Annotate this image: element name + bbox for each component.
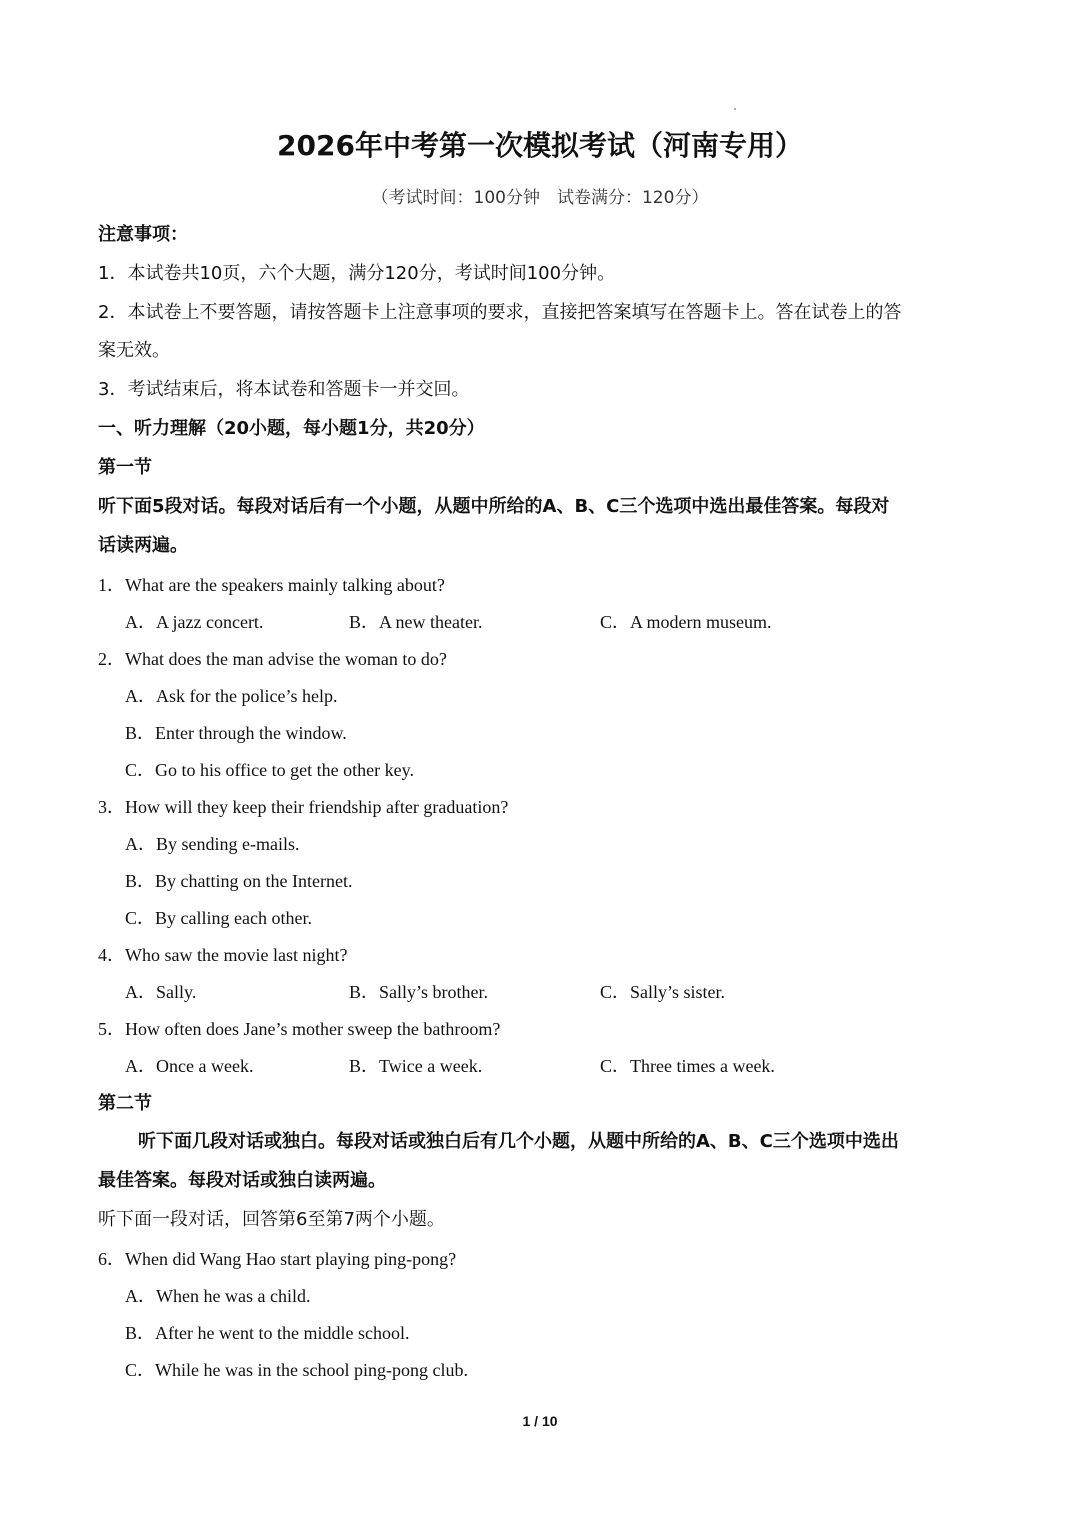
question-3-stem: 3．How will they keep their friendship after graduation? — [98, 797, 509, 817]
question-3-option-a: A．By sending e-mails. — [125, 834, 300, 854]
section1-instruction-cont: 话读两遍。 — [98, 535, 188, 556]
stray-mark — [734, 108, 736, 110]
question-1-option-b: B．A new theater. — [349, 612, 483, 632]
section1-heading: 第一节 — [98, 457, 152, 478]
question-4-option-b: B．Sally’s brother. — [349, 982, 488, 1002]
question-4-option-c: C．Sally’s sister. — [600, 982, 726, 1002]
question-5-stem: 5．How often does Jane’s mother sweep the bathroom? — [98, 1019, 501, 1039]
question-1-stem: 1．What are the speakers mainly talking about? — [98, 575, 445, 595]
question-2-option-c: C．Go to his office to get the other key. — [125, 760, 414, 780]
question-1-option-c: C．A modern museum. — [600, 612, 772, 632]
section1-instruction: 听下面5段对话。每段对话后有一个小题，从题中所给的A、B、C三个选项中选出最佳答案。每段对 — [98, 496, 890, 517]
section2-heading: 第二节 — [98, 1093, 152, 1114]
page-number: 1 / 10 — [522, 1413, 558, 1429]
question-2-option-a: A．Ask for the police’s help. — [125, 686, 338, 706]
question-5-option-c: C．Three times a week. — [600, 1056, 775, 1076]
dialogue-note: 听下面一段对话，回答第6至第7两个小题。 — [98, 1209, 445, 1230]
notes-heading: 注意事项： — [98, 224, 188, 245]
note-2: 2．本试卷上不要答题，请按答题卡上注意事项的要求，直接把答案填写在答题卡上。答在试卷上的答 — [98, 302, 902, 323]
part1-heading: 一、听力理解（20小题，每小题1分，共20分） — [98, 418, 485, 439]
question-5-option-b: B．Twice a week. — [349, 1056, 483, 1076]
question-3-option-c: C．By calling each other. — [125, 908, 312, 928]
question-4-stem: 4．Who saw the movie last night? — [98, 945, 348, 965]
section2-instruction: 听下面几段对话或独白。每段对话或独白后有几个小题，从题中所给的A、B、C三个选项中选出 — [138, 1131, 899, 1152]
section2-instruction-cont: 最佳答案。每段对话或独白读两遍。 — [98, 1170, 386, 1191]
question-3-option-b: B．By chatting on the Internet. — [125, 871, 353, 891]
question-6-stem: 6．When did Wang Hao start playing ping-pong? — [98, 1249, 457, 1269]
question-2-stem: 2．What does the man advise the woman to do? — [98, 649, 447, 669]
exam-subtitle: （考试时间：100分钟 试卷满分：120分） — [371, 188, 709, 208]
question-6-option-b: B．After he went to the middle school. — [125, 1323, 410, 1343]
note-2-cont: 案无效。 — [98, 340, 170, 361]
exam-title: 2026年中考第一次模拟考试（河南专用） — [277, 129, 803, 162]
question-6-option-c: C．While he was in the school ping-pong club. — [125, 1360, 468, 1380]
note-3: 3．考试结束后，将本试卷和答题卡一并交回。 — [98, 379, 470, 400]
question-6-option-a: A．When he was a child. — [125, 1286, 311, 1306]
note-1: 1．本试卷共10页，六个大题，满分120分，考试时间100分钟。 — [98, 263, 616, 284]
question-1-option-a: A．A jazz concert. — [125, 612, 264, 632]
question-4-option-a: A．Sally. — [125, 982, 197, 1002]
question-5-option-a: A．Once a week. — [125, 1056, 254, 1076]
question-2-option-b: B．Enter through the window. — [125, 723, 347, 743]
